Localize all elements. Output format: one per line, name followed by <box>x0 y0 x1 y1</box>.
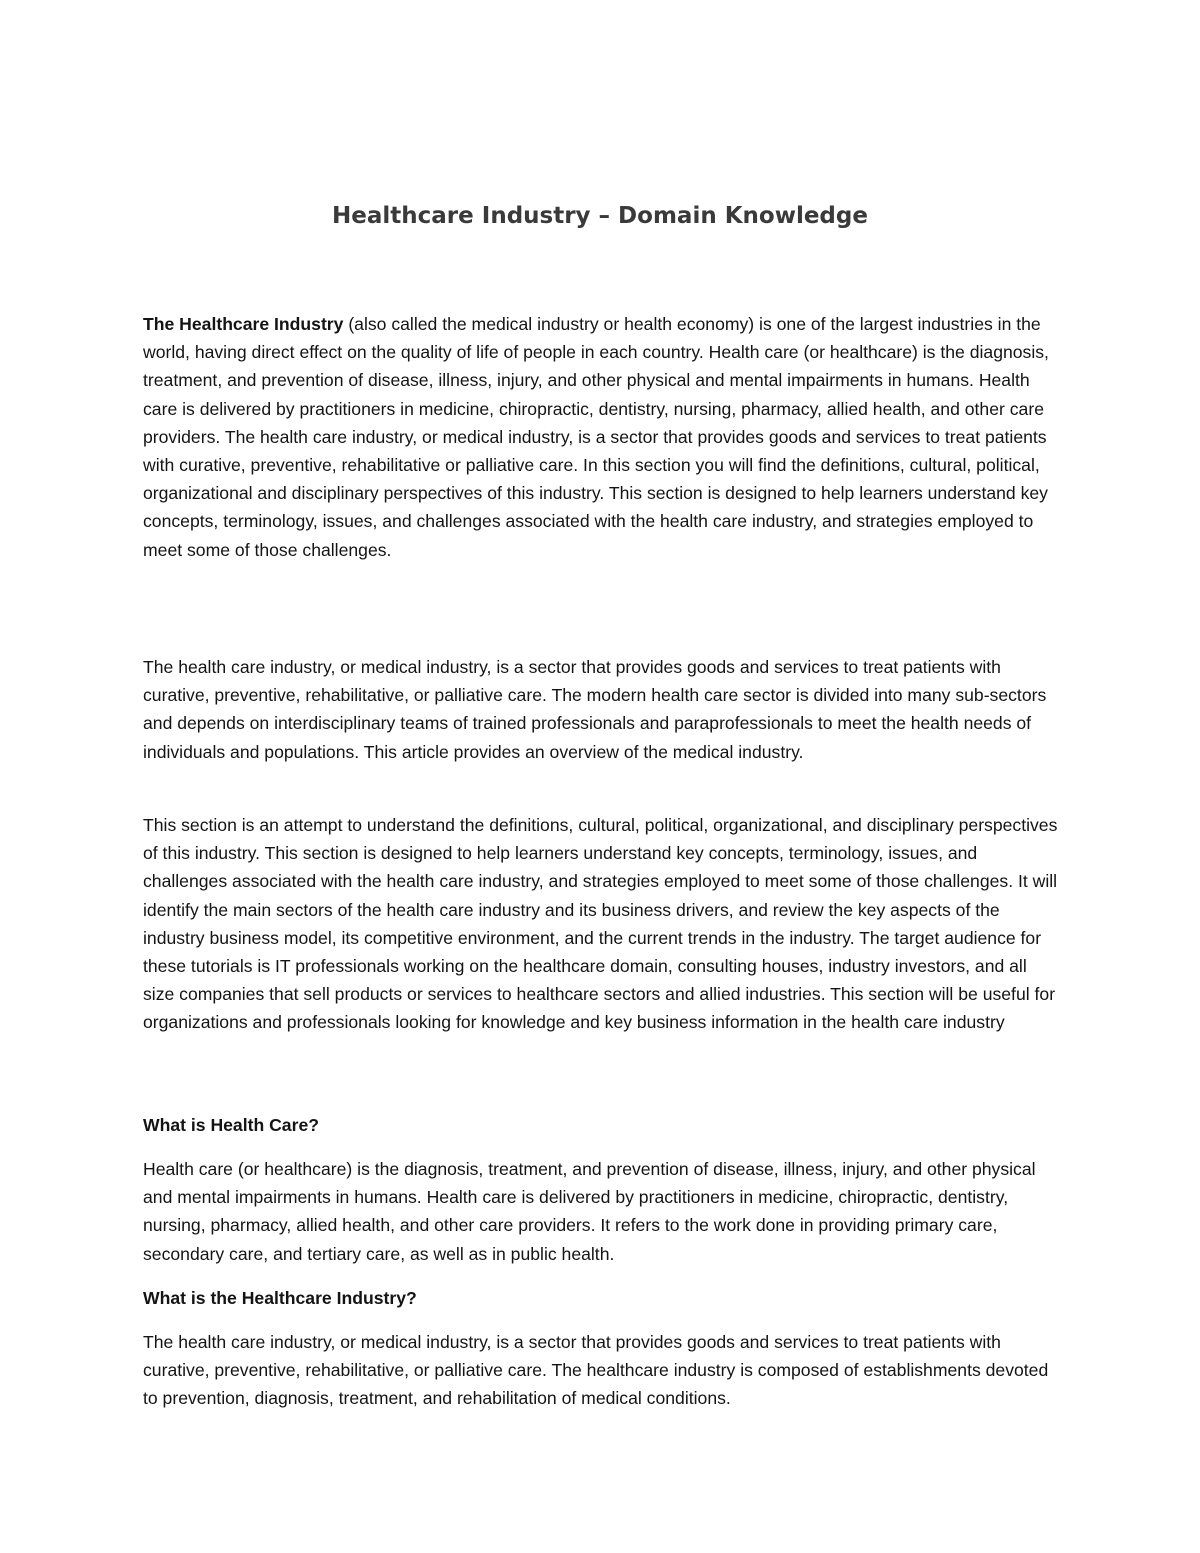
paragraph-medical-industry-overview: The health care industry, or medical industry, is a sector that provides goods and services to treat patients with curative, preventive, rehabilitative, or palliative care. The modern health care sector is divided into many sub-sectors and depends on interdisciplinary teams of trained professionals and paraprofessionals to meet the health needs of individuals and populations. This article provides an overview of the medical industry. <box>143 657 1047 762</box>
paragraph-healthcare-industry-definition: The health care industry, or medical industry, is a sector that provides goods and services to treat patients with curative, preventive, rehabilitative, or palliative care. The healthcare industry is composed of establishments devoted to prevention, diagnosis, treatment, and rehabilitation of medical conditions. <box>143 1332 1049 1409</box>
intro-paragraph <box>143 310 1061 564</box>
paragraph-health-care-definition: Health care (or healthcare) is the diagnosis, treatment, and prevention of disease, illness, injury, and other physical and mental impairments in humans. Health care is delivered by practitioners in medicine, chiropractic, dentistry, nursing, pharmacy, allied health, and other care providers. It refers to the work done in providing primary care, secondary care, and tertiary care, as well as in public health. <box>143 1159 1036 1264</box>
intro-paragraph-text: (also called the medical industry or health economy) is one of the largest industries in the world, having direct effect on the quality of life of people in each country. Health care (or healthcare) is the diagnosis, treatment, and prevention of disease, illness, injury, and other physical and mental impairments in humans. Health care is delivered by practitioners in medicine, chiropractic, dentistry, nursing, pharmacy, allied health, and other care providers. The health care industry, or medical industry, is a sector that provides goods and services to treat patients with curative, preventive, rehabilitative or palliative care. In this section you will find the definitions, cultural, political, organizational and disciplinary perspectives of this industry. This section is designed to help learners understand key concepts, terminology, issues, and challenges associated with the health care industry, and strategies employed to meet some of those challenges. <box>143 314 1049 560</box>
document-title: Healthcare Industry – Domain Knowledge <box>332 203 868 229</box>
heading-what-is-health-care: What is Health Care? <box>143 1115 319 1135</box>
heading-what-is-healthcare-industry: What is the Healthcare Industry? <box>143 1288 417 1308</box>
paragraph-section-purpose: This section is an attempt to understand the definitions, cultural, political, organizational, and disciplinary perspectives of this industry. This section is designed to help learners understand key concepts, terminology, issues, and challenges associated with the health care industry, and strategies employed to meet some of those challenges. It will identify the main sectors of the health care industry and its business drivers, and review the key aspects of the industry business model, its competitive environment, and the current trends in the industry. The target audience for these tutorials is IT professionals working on the healthcare domain, consulting houses, industry investors, and all size companies that sell products or services to healthcare sectors and allied industries. This section will be useful for organizations and professionals looking for knowledge and key business information in the health care industry <box>143 815 1058 1033</box>
intro-lead-term: The Healthcare Industry <box>143 314 344 334</box>
